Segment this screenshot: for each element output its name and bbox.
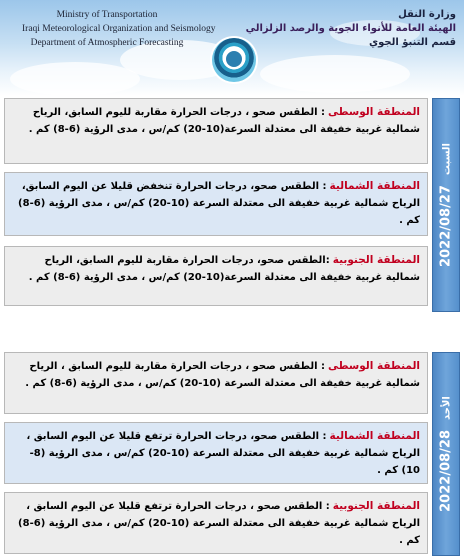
department-name-ar: قسم التنبؤ الجوي [368, 37, 456, 48]
organization-name-ar: الهيئة العامة للأنواء الجوية والرصد الزلزالي [245, 23, 456, 34]
english-header [22, 8, 216, 50]
forecast-text: : الطقس صحو ، درجات الحرارة ترتفع قليلا عن اليوم السابق ، الرياح شمالية غربية خفيفة الى معتدلة السرعة (10-20) كم/س ، مدى الرؤية (6-8) كم . [18, 501, 420, 546]
day-name: السبت [441, 143, 453, 176]
forecast-date: 2022/08/27 [438, 185, 454, 267]
ministry-name-en: Ministry of Transportation [56, 10, 158, 20]
region-name: المنطقة الجنوبية [332, 500, 420, 512]
forecast-central-day2 [4, 352, 428, 414]
department-name-en: Department of Atmospheric Forecasting [30, 38, 184, 48]
forecast-north-day1 [4, 172, 428, 236]
forecast-central-day1 [4, 98, 428, 164]
day-name: الأحد [441, 396, 453, 420]
region-name: المنطقة الجنوبية [332, 254, 420, 266]
organization-logo [212, 38, 256, 82]
date-sidebar-day1 [432, 98, 460, 312]
forecast-text: : الطقس صحو ، درجات الحرارة مقاربة لليوم السابق، الرياح شمالية غربية خفيفة الى معتدلة السرعة(10-20) كم/س ، مدى الرؤية (6-8) كم . [28, 107, 420, 135]
organization-name-en: Iraqi Meteorological Organization and Seismology [22, 24, 216, 34]
forecast-text: : الطقس صحو، درجات الحرارة ترتفع قليلا عن اليوم السابق ، الرياح شمالية غربية خفيفة الى معتدلة السرعة (10-20) كم/س ، مدى الرؤية (8-10) كم . [26, 431, 420, 476]
forecast-text: : الطقس صحو ، درجات الحرارة مقاربة لليوم السابق ، الرياح شمالية غربية خفيفة الى معتدلة السرعة (10-20) كم/س ، مدى الرؤية (6-8) كم . [25, 361, 420, 389]
day-forecast-1 [4, 98, 460, 312]
forecast-text: : الطقس صحو، درجات الحرارة تنخفض قليلا عن اليوم السابق، الرياح شمالية غربية خفيفة الى معتدلة السرعة (10-20) كم/س ، مدى الرؤية (6-8) كم . [18, 181, 420, 226]
date-sidebar-day2 [432, 352, 460, 556]
forecast-south-day2 [4, 492, 428, 554]
region-name: المنطقة الشمالية [329, 180, 420, 192]
day-forecast-2 [4, 352, 460, 556]
header-banner [0, 0, 464, 96]
arabic-header [245, 8, 456, 50]
ministry-name-ar: وزارة النقل [398, 9, 456, 20]
forecast-south-day1 [4, 246, 428, 306]
region-name: المنطقة الوسطى [328, 106, 420, 118]
forecast-north-day2 [4, 422, 428, 484]
region-name: المنطقة الوسطى [328, 360, 420, 372]
forecast-date: 2022/08/28 [438, 430, 454, 512]
region-name: المنطقة الشمالية [329, 430, 420, 442]
forecast-text: :الطقس صحو، درجات الحرارة مقاربة لليوم السابق، الرياح شمالية غربية خفيفة الى معتدلة السرعة(10-20) كم/س ، مدى الرؤية (6-8) كم . [28, 255, 420, 283]
